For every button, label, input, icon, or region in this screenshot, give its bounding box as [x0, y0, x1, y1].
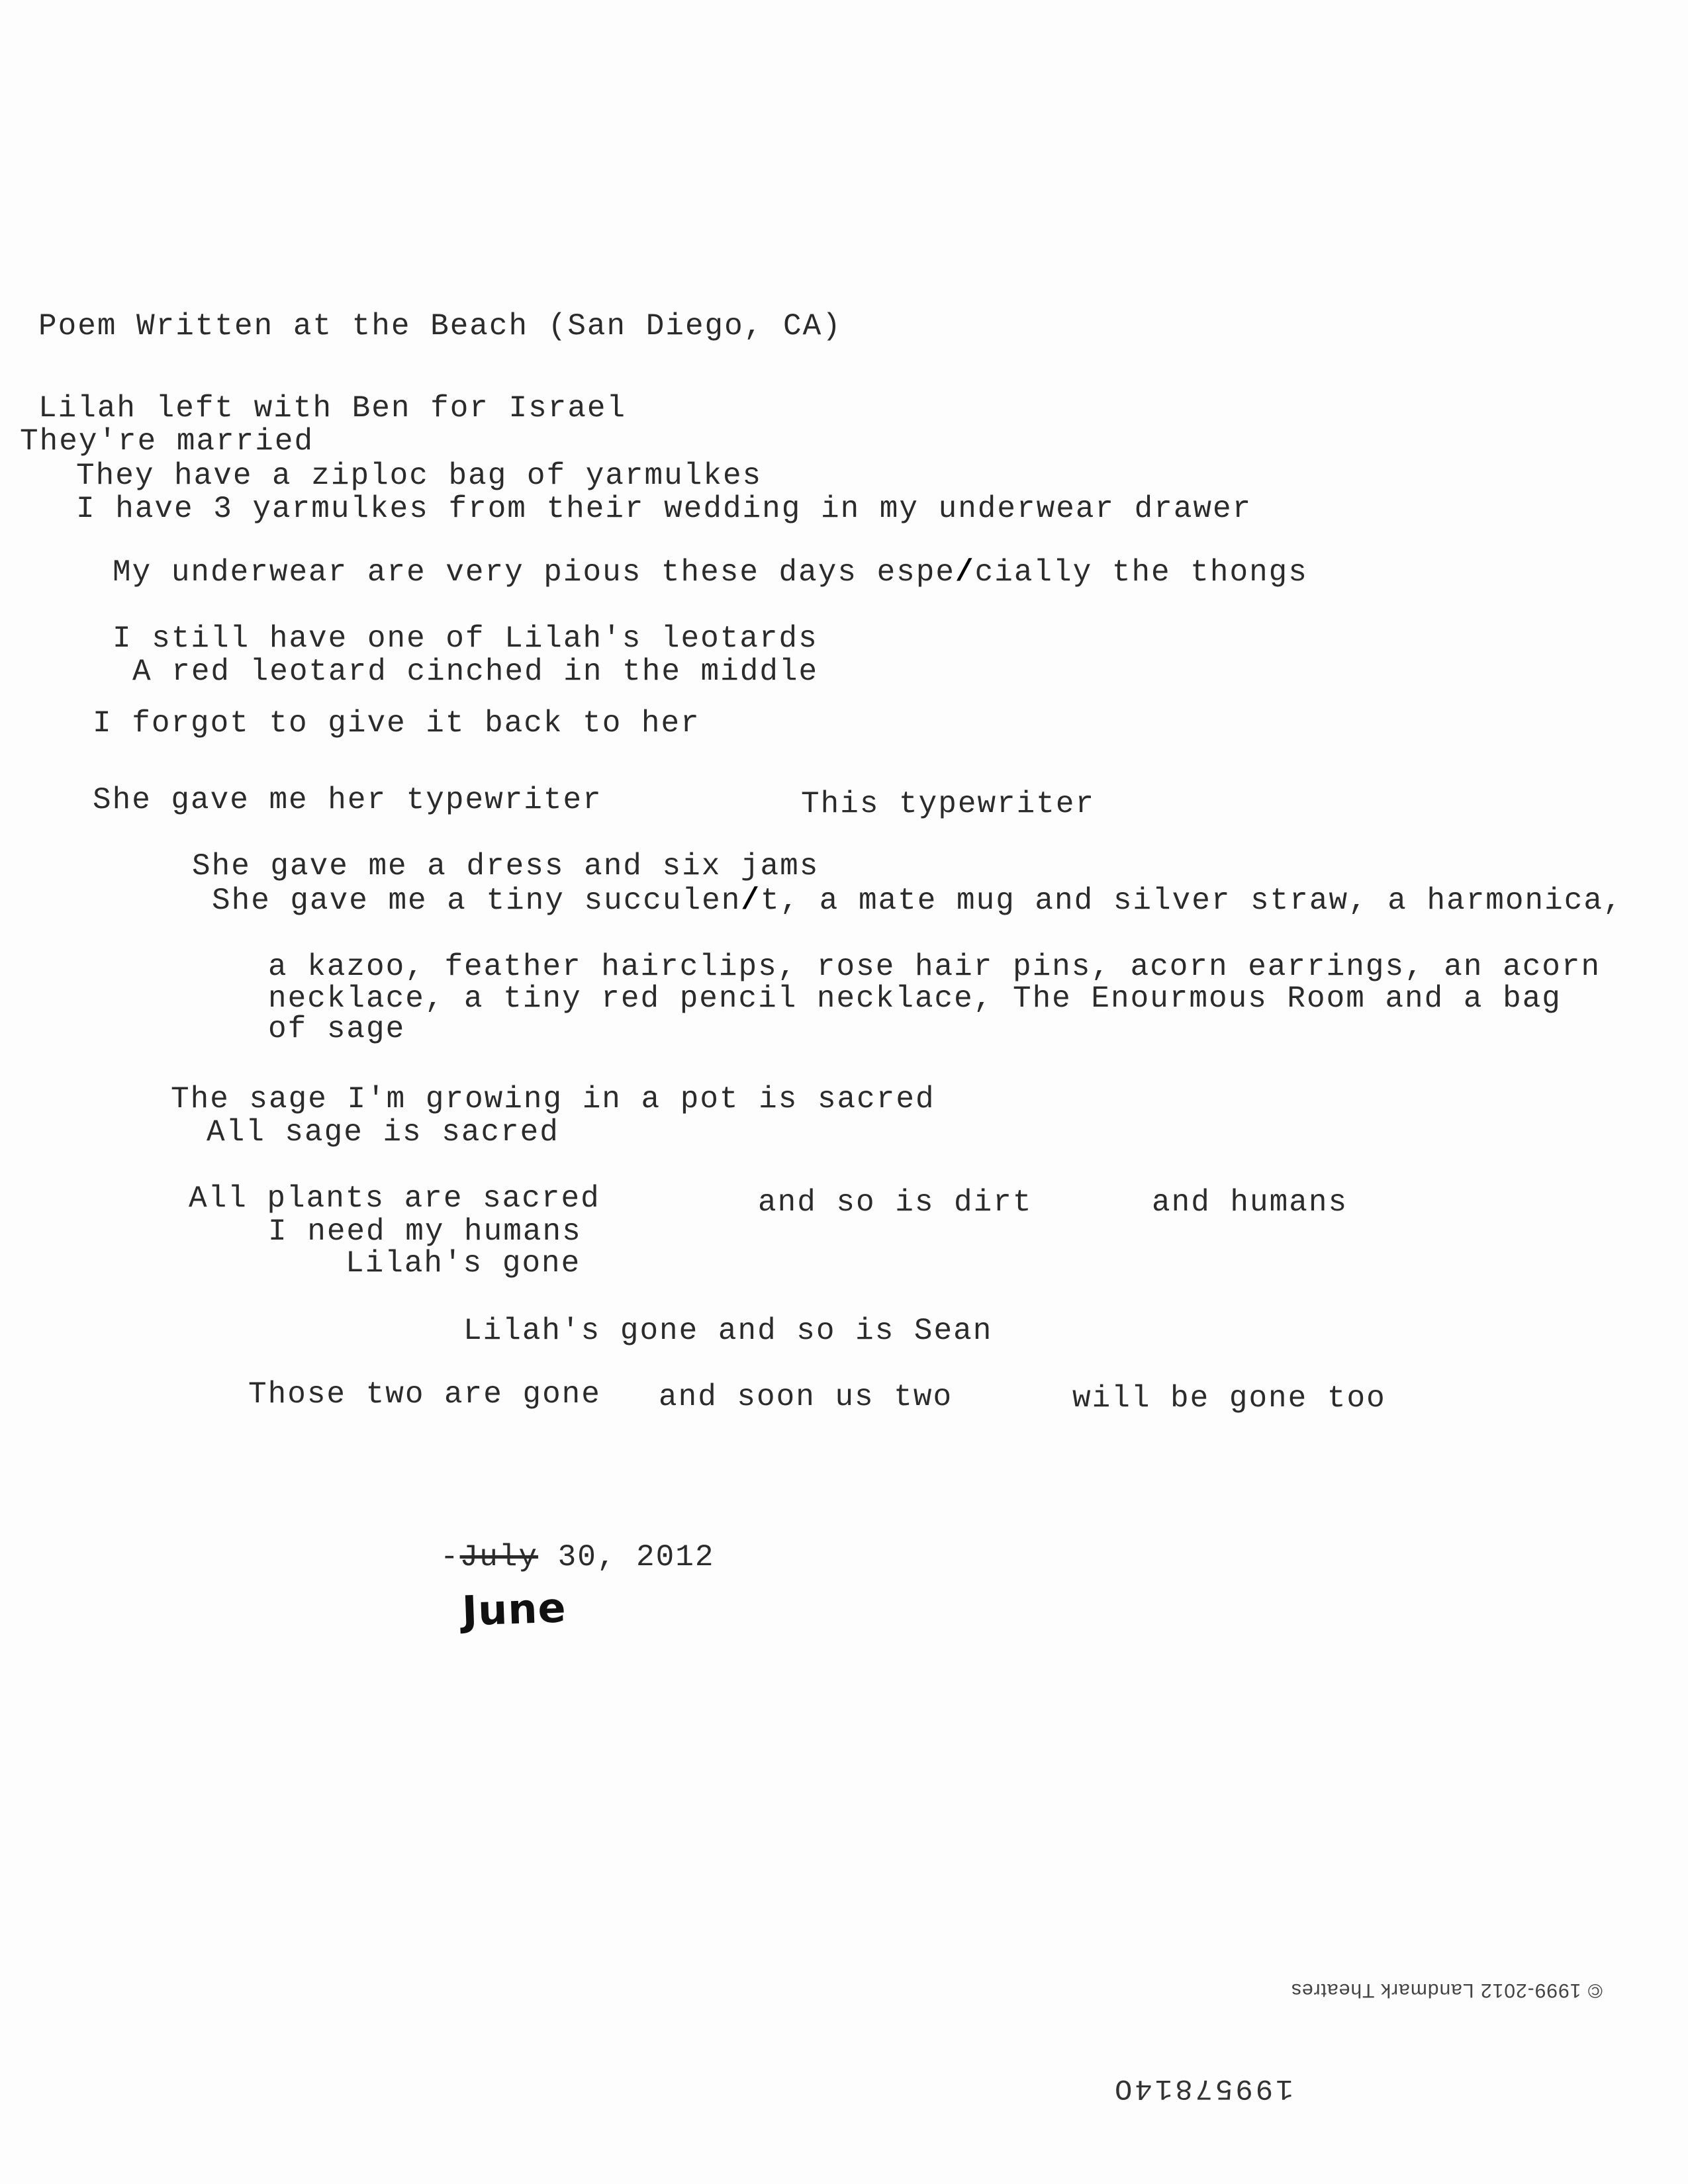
poem-line: I need my humans	[268, 1214, 582, 1249]
poem-line: Lilah's gone	[346, 1246, 581, 1281]
poem-line: I have 3 yarmulkes from their wedding in my underwear drawer	[76, 492, 1252, 526]
poem-line: All sage is sacred	[207, 1115, 559, 1150]
poem-line: will be gone too	[1072, 1381, 1386, 1416]
poem-line: She gave me her typewriter	[93, 783, 602, 817]
poem-line: This typewriter	[801, 787, 1096, 821]
poem-title: Poem Written at the Beach (San Diego, CA)	[38, 309, 842, 343]
poem-line-part: She gave me a tiny succulen	[212, 884, 741, 918]
poem-line: of sage	[268, 1012, 406, 1046]
poem-line: They're married	[20, 424, 314, 459]
poem-line: and so is dirt	[758, 1185, 1033, 1220]
poem-line-part: My underwear are very pious these days espe	[113, 555, 955, 590]
poem-line-part: t, a mate mug and silver straw, a harmonica,	[760, 884, 1623, 918]
date-dash: -	[440, 1540, 460, 1574]
struck-month: July	[459, 1540, 539, 1574]
poem-line: Lilah left with Ben for Israel	[38, 391, 627, 426]
poem-line: a kazoo, feather hairclips, rose hair pins, acorn earrings, an acorn	[268, 950, 1601, 984]
poem-line: They have a ziploc bag of yarmulkes	[76, 459, 763, 493]
poem-line: She gave me a dress and six jams	[192, 849, 820, 884]
poem-line: Those two are gone	[248, 1377, 601, 1412]
poem-line: I still have one of Lilah's leotards	[113, 621, 818, 656]
poem-line: The sage I'm growing in a pot is sacred	[171, 1082, 935, 1116]
poem-date	[440, 1541, 714, 1574]
handwritten-month-correction: June	[461, 1583, 567, 1635]
upside-down-serial-number: 19957814O	[1112, 2071, 1293, 2105]
poem-line: I forgot to give it back to her	[93, 706, 700, 741]
poem-line: A red leotard cinched in the middle	[132, 655, 819, 689]
poem-line-with-correction	[212, 884, 1623, 917]
poem-line-with-correction	[113, 556, 1308, 589]
poem-line: and humans	[1152, 1185, 1348, 1220]
date-rest: 30, 2012	[538, 1540, 715, 1574]
poem-line: and soon us two	[659, 1380, 953, 1414]
typing-correction-slash: /	[741, 884, 761, 918]
poem-line: Lilah's gone and so is Sean	[463, 1314, 993, 1348]
upside-down-copyright: © 1999-2012 Landmark Theatres	[1291, 1979, 1603, 2001]
poem-line-part: cially the thongs	[974, 555, 1308, 590]
poem-line: All plants are sacred	[189, 1181, 600, 1216]
poem-line: necklace, a tiny red pencil necklace, The Enourmous Room and a bag	[268, 981, 1562, 1016]
typing-correction-slash: /	[955, 555, 975, 590]
